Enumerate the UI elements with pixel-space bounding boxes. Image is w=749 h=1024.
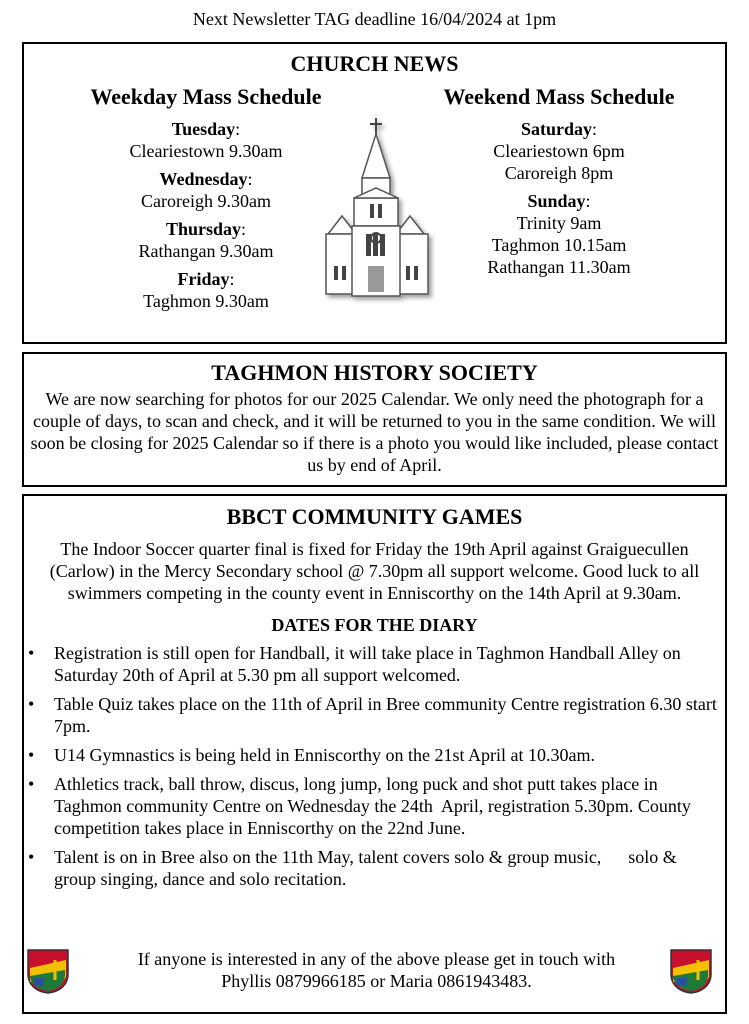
diary-item-text: Table Quiz takes place on the 11th of April in Bree community Centre registration 6.30 start 7pm. <box>54 694 722 736</box>
contact-info <box>104 948 649 992</box>
diary-item-text: Talent is on in Bree also on the 11th May, talent covers solo & group music, solo & group singing, dance and solo recitation. <box>54 847 682 889</box>
newsletter-deadline: Next Newsletter TAG deadline 16/04/2024 at 1pm <box>192 9 557 29</box>
day-colon: : <box>585 191 591 211</box>
day-label: Thursday <box>165 219 242 239</box>
church-news-section <box>22 42 727 344</box>
weekday-schedule <box>66 84 346 318</box>
mass-time: Cleariestown 9.30am <box>129 141 283 161</box>
day-colon: : <box>592 119 598 139</box>
day-colon: : <box>235 119 241 139</box>
schedule-day-name <box>66 168 346 190</box>
weekday-schedule-heading: Weekday Mass Schedule <box>90 84 322 109</box>
mass-time: Caroreigh 9.30am <box>141 191 271 211</box>
schedule-day <box>66 118 346 162</box>
mass-time: Cleariestown 6pm <box>493 141 625 161</box>
diary-item-text: Athletics track, ball throw, discus, long jump, long puck and shot putt takes place in Taghmon community Centre on Wednesday the 24th April, registration 5.30pm. County competition takes place in Enniscorthy on the 22nd June. <box>54 774 696 838</box>
day-colon: : <box>241 219 247 239</box>
day-label: Sunday <box>527 191 586 211</box>
community-games-intro: The Indoor Soccer quarter final is fixed for Friday the 19th April against Graiguecullen (Carlow) in the Mercy Secondary school @ 7.30pm all support welcome. Good luck to all swimmers competing in the county event in Enniscorthy on the 14th April at 9.30am. <box>49 539 700 603</box>
weekend-schedule <box>419 84 699 284</box>
diary-heading: DATES FOR THE DIARY <box>271 615 478 635</box>
bullet-icon: • <box>28 745 35 765</box>
schedule-day-name <box>66 118 346 140</box>
community-games-title: BBCT COMMUNITY GAMES <box>226 504 523 529</box>
day-colon: : <box>229 269 235 289</box>
bullet-icon: • <box>28 643 35 663</box>
community-games-section <box>22 494 727 1014</box>
bullet-icon: • <box>28 774 35 794</box>
mass-time: Caroreigh 8pm <box>504 163 614 183</box>
schedule-day-name <box>66 218 346 240</box>
mass-time: Taghmon 9.30am <box>143 291 269 311</box>
mass-time: Rathangan 11.30am <box>487 257 631 277</box>
diary-list <box>24 642 725 890</box>
schedule-day <box>419 118 699 184</box>
mass-time: Trinity 9am <box>516 213 602 233</box>
weekend-schedule-heading: Weekend Mass Schedule <box>443 84 675 109</box>
history-society-section <box>22 352 727 487</box>
mass-time: Taghmon 10.15am <box>491 235 627 255</box>
diary-item <box>28 642 719 686</box>
schedule-day <box>66 268 346 312</box>
schedule-day <box>419 190 699 278</box>
schedule-day-name <box>66 268 346 290</box>
contact-line-1: If anyone is interested in any of the above please get in touch with <box>137 949 616 969</box>
diary-item <box>28 773 719 839</box>
diary-item-text: U14 Gymnastics is being held in Enniscorthy on the 21st April at 10.30am. <box>54 745 595 765</box>
day-label: Wednesday <box>159 169 248 189</box>
diary-item <box>28 744 719 766</box>
contact-line-2: Phyllis 0879966185 or Maria 0861943483. <box>221 971 532 991</box>
day-colon: : <box>247 169 253 189</box>
history-society-body: We are now searching for photos for our 2025 Calendar. We only need the photograph for a couple of days, to scan and check, and it will be returned to you in the same condition. We will soon be closing for 2025 Calendar so if there is a photo you would like included, please contact us by end of April. <box>30 389 719 475</box>
schedule-day-name <box>419 118 699 140</box>
schedule-day <box>66 218 346 262</box>
bullet-icon: • <box>28 847 35 867</box>
day-label: Saturday <box>520 119 592 139</box>
bullet-icon: • <box>28 694 35 714</box>
day-label: Tuesday <box>171 119 236 139</box>
diary-item <box>28 693 722 737</box>
club-crest-icon <box>24 946 72 994</box>
history-society-title: TAGHMON HISTORY SOCIETY <box>211 360 538 385</box>
schedule-day-name <box>419 190 699 212</box>
church-news-title: CHURCH NEWS <box>290 51 459 76</box>
schedule-day <box>66 168 346 212</box>
diary-item-text: Registration is still open for Handball, it will take place in Taghmon Handball Alley on Saturday 20th of April at 5.30 pm all support welcomed. <box>54 643 686 685</box>
day-label: Friday <box>177 269 230 289</box>
mass-time: Rathangan 9.30am <box>138 241 274 261</box>
diary-item <box>28 846 719 890</box>
club-crest-icon <box>667 946 715 994</box>
